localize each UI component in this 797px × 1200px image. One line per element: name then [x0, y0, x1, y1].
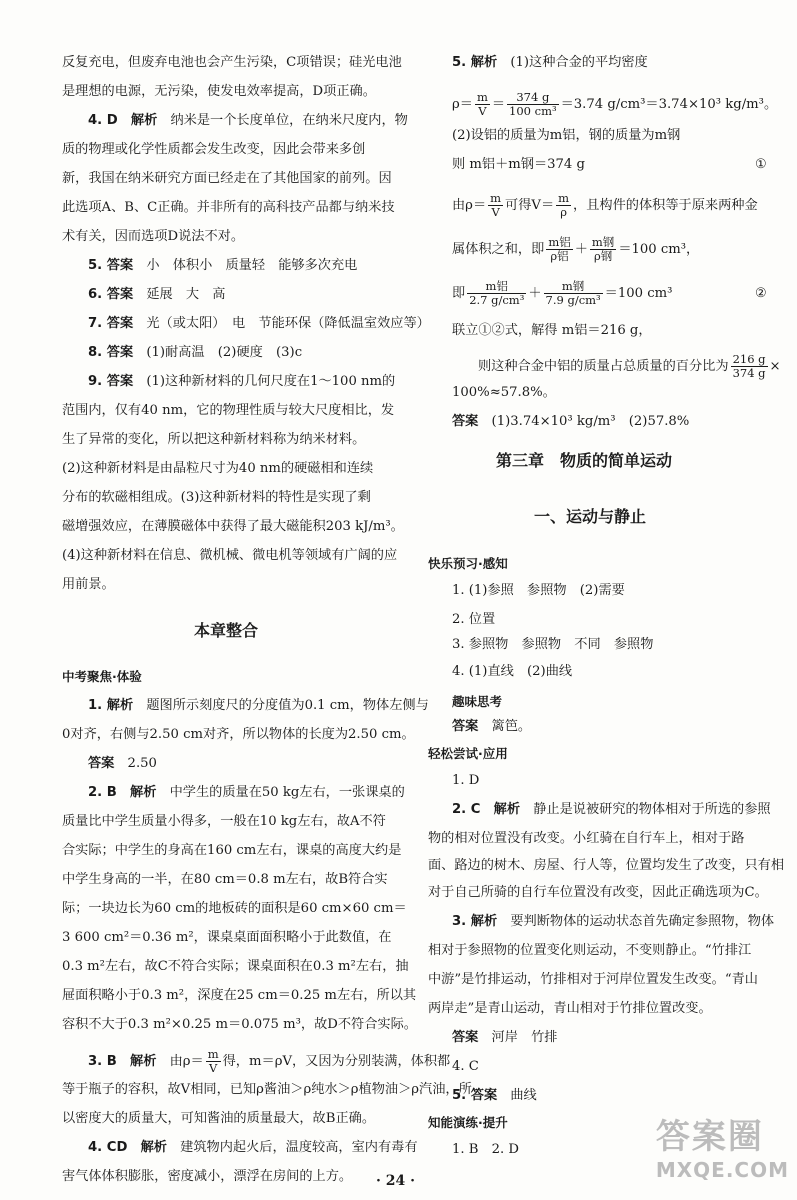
- formula-line: [452, 192, 758, 219]
- section-title: 本章整合: [194, 621, 259, 640]
- fraction-denominator: 7.9 g/cm³: [545, 293, 601, 307]
- text-fragment: ＋: [528, 286, 542, 301]
- subsection-heading: 知能演练·提升: [428, 1115, 508, 1130]
- answer-line: 答案 河岸 竹排: [452, 1030, 558, 1045]
- text-line: 则 m铝＋m钢＝374 g: [452, 157, 585, 172]
- label-marker: 8. 答案: [88, 345, 134, 360]
- equation-marker: ①: [755, 157, 767, 172]
- text-line: 范围内，仅有40 nm，它的物理性质与较大尺度相比，发: [62, 403, 395, 418]
- label-marker: 5. 答案: [88, 258, 134, 273]
- label-marker: 3. B 解析: [88, 1054, 157, 1069]
- lesson-title: 一、运动与静止: [534, 507, 647, 526]
- answer-line: 5. 答案 小 体积小 质量轻 能够多次充电: [88, 258, 358, 273]
- text-fragment: ＝100 cm³: [604, 286, 673, 301]
- text-line: 4. CD 解析 建筑物内起火后，温度较高，室内有毒有: [88, 1140, 418, 1155]
- text-line: 生了异常的变化，所以把这种新材料称为纳米材料。: [62, 432, 366, 447]
- label-marker: 7. 答案: [88, 316, 134, 331]
- equation-marker: ②: [755, 286, 767, 301]
- fraction-numerator: m: [490, 191, 502, 205]
- subsection-heading: 中考聚焦·体验: [62, 669, 142, 684]
- fraction-denominator: V: [209, 1061, 218, 1075]
- text-fragment: 由ρ＝: [452, 198, 487, 213]
- text-line: 2. C 解析 静止是说被研究的物体相对于所选的参照: [452, 802, 771, 817]
- label-marker: 6. 答案: [88, 287, 134, 302]
- watermark-url: MXQE.COM: [655, 1158, 789, 1182]
- label-marker: 5. 解析: [452, 55, 498, 70]
- text-line: 面、路边的树木、房屋、行人等，位置均发生了改变，只有相: [428, 858, 785, 873]
- answer-line: 4. (1)直线 (2)曲线: [452, 664, 573, 679]
- text-line: 3. 解析 要判断物体的运动状态首先确定参照物，物体: [452, 914, 775, 929]
- text-line: 用前景。: [62, 577, 115, 592]
- label-marker: 答案: [452, 414, 479, 429]
- text-line: (2)这种新材料是由晶粒尺寸为40 nm的硬磁相和连续: [62, 461, 374, 476]
- fraction-numerator: m: [476, 90, 488, 104]
- text-line: 联立①②式，解得 m铝＝216 g，: [452, 323, 652, 338]
- fraction-numerator: m: [558, 191, 570, 205]
- text-fragment: 可得V＝: [505, 198, 555, 213]
- label-marker: 9. 答案: [88, 374, 134, 389]
- text-line: 质的物理或化学性质都会发生改变，因此会带来多创: [62, 142, 366, 157]
- text-line: 合实际；中学生的身高在160 cm左右，课桌的高度大约是: [62, 843, 402, 858]
- fraction: [475, 91, 490, 118]
- answer-line: 答案 2.50: [88, 756, 157, 771]
- text-line: 中学生身高的一半，在80 cm＝0.8 m左右，故B符合实: [62, 872, 388, 887]
- text-line: 屉面积略小于0.3 m²，深度在25 cm＝0.25 m左右，所以其: [62, 988, 417, 1003]
- text-line: 质量比中学生质量小得多，一般在10 kg左右，故A不符: [62, 814, 386, 829]
- text-fragment: 3. B 解析 由ρ＝: [88, 1054, 204, 1069]
- fraction-numerator: m铝: [467, 280, 526, 294]
- label-marker: 5. 答案: [452, 1088, 498, 1103]
- text-fragment: 属体积之和，即: [452, 242, 545, 257]
- text-line: 5. 解析 (1)这种合金的平均密度: [452, 55, 648, 70]
- text-line: 反复充电，但废弃电池也会产生污染，C项错误；硅光电池: [62, 55, 402, 70]
- text-fragment: 得，m＝ρV，又因为分别装满，体积都: [222, 1054, 451, 1069]
- text-line: 磁增强效应，在薄膜磁体中获得了最大磁能积203 kJ/m³。: [62, 519, 404, 534]
- text-fragment: ρ＝: [452, 97, 473, 112]
- fraction-denominator: ρ: [560, 205, 567, 219]
- fraction: [590, 236, 616, 263]
- fraction: [546, 236, 572, 263]
- text-fragment: ＝3.74 g/cm³＝3.74×10³ kg/m³。: [560, 97, 778, 112]
- formula-line: [452, 91, 777, 118]
- text-line: 对于自己所骑的自行车位置没有改变，因此正确选项为C。: [428, 885, 768, 900]
- text-line: 术有关，因而选项D说法不对。: [62, 229, 245, 244]
- text-line: 等于瓶子的容积，故V相同，已知ρ酱油＞ρ纯水＞ρ植物油＞ρ汽油，所: [62, 1082, 472, 1097]
- text-line: 以密度大的质量大，可知酱油的质量最大，故B正确。: [62, 1111, 376, 1126]
- text-line: 害气体体积膨胀，密度减小，漂浮在房间的上方。: [62, 1169, 353, 1184]
- fraction-numerator: 216 g: [732, 352, 766, 366]
- text-line: 中游”是竹排运动，竹排相对于河岸位置发生改变。“青山: [428, 972, 758, 987]
- text-line: 2. B 解析 中学生的质量在50 kg左右，一张课桌的: [88, 785, 405, 800]
- text-fragment: ＝: [491, 97, 506, 112]
- answer-line: 3. 参照物 参照物 不同 参照物: [452, 637, 654, 652]
- answer-line: 1. (1)参照 参照物 (2)需要: [452, 583, 625, 598]
- text-fragment: ＋: [574, 242, 588, 257]
- answer-line: 6. 答案 延展 大 高: [88, 287, 226, 302]
- fraction-denominator: 100 cm³: [509, 104, 557, 118]
- fraction-denominator: 2.7 g/cm³: [469, 293, 525, 307]
- fraction-numerator: m: [207, 1047, 219, 1061]
- fraction: [731, 353, 768, 380]
- fraction: [467, 280, 526, 307]
- text-fragment: ，且构件的体积等于原来两种金: [573, 198, 758, 213]
- text-fragment: ＝100 cm³，: [618, 242, 700, 257]
- label-marker: 2. C 解析: [452, 802, 521, 817]
- formula-line: [452, 236, 699, 263]
- fraction-denominator: V: [478, 104, 487, 118]
- text-line: 际；一块边长为60 cm的地板砖的面积是60 cm×60 cm＝: [62, 901, 407, 916]
- text-fragment: 则这种合金中铝的质量占总质量的百分比为: [478, 359, 729, 374]
- text-line: 1. 解析 题图所示刻度尺的分度值为0.1 cm，物体左侧与: [88, 698, 429, 713]
- fraction-numerator: m铝: [548, 235, 571, 249]
- answer-line: 答案 篱笆。: [452, 719, 532, 734]
- text-fragment: ×: [769, 359, 781, 374]
- label-marker: 4. D 解析: [88, 113, 158, 128]
- text-line: 此选项A、B、C正确。并非所有的高科技产品都与纳米技: [62, 200, 395, 215]
- text-line: 物的相对位置没有改变。小红骑在自行车上，相对于路: [428, 831, 745, 846]
- label-marker: 4. CD 解析: [88, 1140, 167, 1155]
- page-number: · 24 ·: [376, 1173, 415, 1189]
- text-line: 3 600 cm²＝0.36 m²，课桌桌面面积略小于此数值，在: [62, 930, 392, 945]
- text-line: 是理想的电源，无污染，使发电效率提高，D项正确。: [62, 84, 376, 99]
- answer-line: 5. 答案 曲线: [452, 1088, 537, 1103]
- chapter-title: 第三章 物质的简单运动: [496, 451, 673, 470]
- answer-line: 4. C: [452, 1059, 479, 1074]
- label-marker: 答案: [452, 1030, 479, 1045]
- formula-line: [478, 353, 781, 380]
- text-line: 新，我国在纳米研究方面已经走在了其他国家的前列。因: [62, 171, 392, 186]
- label-marker: 答案: [88, 756, 115, 771]
- answer-line: 答案 (1)3.74×10³ kg/m³ (2)57.8%: [452, 414, 690, 429]
- fraction-denominator: 374 g: [732, 366, 766, 380]
- fraction-denominator: ρ铝: [550, 249, 569, 263]
- text-line: 相对于参照物的位置变化则运动，不变则静止。“竹排江: [428, 943, 752, 958]
- label-marker: 答案: [452, 719, 479, 734]
- text-line: 容积不大于0.3 m²×0.25 m＝0.075 m³，故D不符合实际。: [62, 1017, 417, 1032]
- answer-line: 2. 位置: [452, 612, 496, 627]
- answer-line: 1. B 2. D: [452, 1142, 519, 1157]
- subsection-heading: 轻松尝试·应用: [428, 746, 508, 761]
- label-marker: 2. B 解析: [88, 785, 157, 800]
- subsection-heading: 快乐预习·感知: [428, 556, 508, 571]
- watermark-logo: [656, 1109, 789, 1182]
- fraction: [556, 192, 571, 219]
- fraction: [544, 280, 603, 307]
- text-line: 0对齐，右侧与2.50 cm对齐，所以物体的长度为2.50 cm。: [62, 727, 415, 742]
- fraction-numerator: m钢: [544, 280, 603, 294]
- answer-line: 7. 答案 光（或太阳） 电 节能环保（降低温室效应等）: [88, 316, 430, 331]
- text-line: 100%≈57.8%。: [452, 385, 556, 400]
- formula-line: [452, 280, 672, 307]
- text-line: 两岸走”是青山运动，青山相对于竹排位置改变。: [428, 1001, 712, 1016]
- fraction-numerator: 374 g: [507, 91, 559, 105]
- text-line: 4. D 解析 纳米是一个长度单位，在纳米尺度内，物: [88, 113, 408, 128]
- subsection-heading: 趣味思考: [452, 694, 503, 709]
- label-marker: 3. 解析: [452, 914, 498, 929]
- text-line: 0.3 m²左右，故C不符合实际；课桌面积在0.3 m²左右，抽: [62, 959, 409, 974]
- text-fragment: 即: [452, 286, 466, 301]
- formula-line: [88, 1048, 450, 1075]
- answer-line: 8. 答案 (1)耐高温 (2)硬度 (3)c: [88, 345, 303, 360]
- fraction-numerator: m钢: [591, 235, 615, 249]
- fraction: [507, 91, 559, 118]
- fraction-denominator: ρ钢: [593, 249, 613, 263]
- answer-line: 9. 答案 (1)这种新材料的几何尺度在1～100 nm的: [88, 374, 396, 389]
- answer-line: 1. D: [452, 773, 480, 788]
- text-line: (4)这种新材料在信息、微机械、微电机等领域有广阔的应: [62, 548, 398, 563]
- fraction-denominator: V: [491, 205, 500, 219]
- label-marker: 1. 解析: [88, 698, 134, 713]
- fraction: [488, 192, 503, 219]
- watermark-text: 答案圈: [655, 1117, 764, 1157]
- label-marker: 答案: [655, 1117, 728, 1157]
- fraction: [206, 1048, 221, 1075]
- text-line: 分布的软磁相组成。(3)这种新材料的特性是实现了剩: [62, 490, 371, 505]
- text-line: (2)设铝的质量为m铝，钢的质量为m钢: [452, 128, 681, 143]
